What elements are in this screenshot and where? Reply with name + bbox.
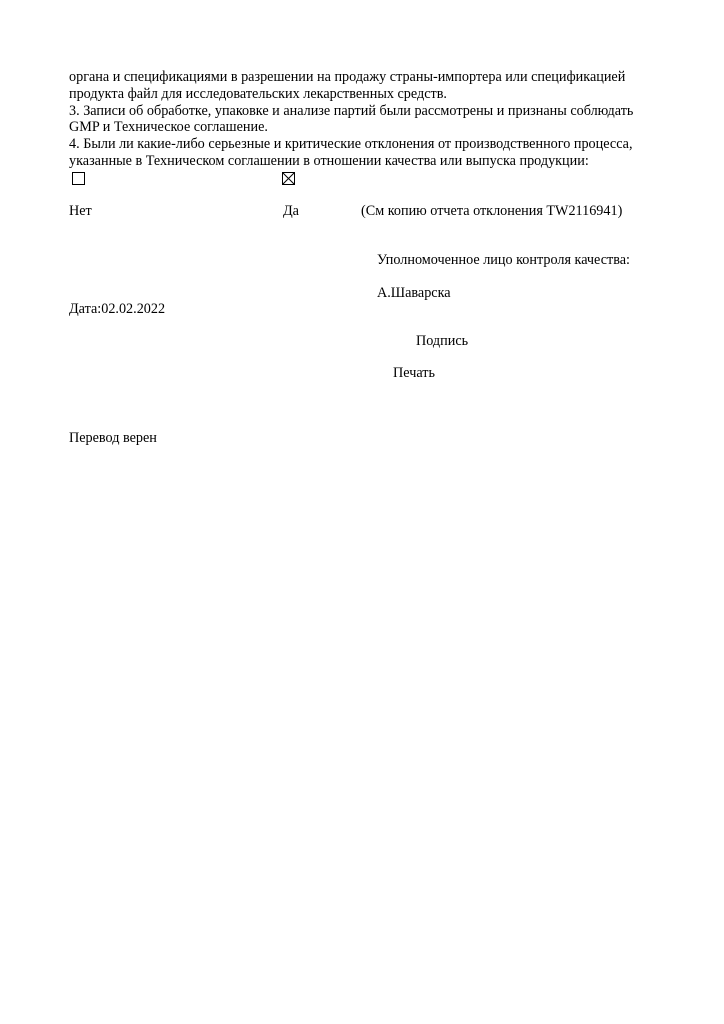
signature-label: Подпись [416, 333, 469, 349]
intro-line-2: продукта файл для исследовательских лекарственных средств. [69, 85, 447, 102]
item-4-paragraph [69, 136, 669, 169]
item-3-line-1: 3. Записи об обработке, упаковке и анализе партий были рассмотрены и признаны соблюдать [69, 102, 634, 119]
item-3-paragraph [69, 103, 669, 136]
intro-line-1: органа и спецификациями в разрешении на продажу страны-импортера или спецификацией [69, 69, 626, 85]
intro-paragraph [69, 69, 669, 102]
item-4-line-2: указанные в Техническом соглашении в отношении качества или выпуска продукции: [69, 152, 589, 169]
checked-cross-icon [283, 173, 294, 184]
item-4-line-1: 4. Были ли какие-либо серьезные и критические отклонения от производственного процесса, [69, 136, 633, 152]
qualified-person-title: Уполномоченное лицо контроля качества: [377, 252, 630, 268]
yes-checkbox[interactable] [282, 172, 295, 185]
item-3-line-2: GMP и Техническое соглашение. [69, 119, 268, 136]
qualified-person-name: А.Шаварска [377, 285, 451, 301]
document-date: Дата:02.02.2022 [69, 301, 166, 317]
translation-verified-note: Перевод верен [69, 430, 157, 446]
no-checkbox[interactable] [72, 172, 85, 185]
stamp-label: Печать [393, 365, 435, 381]
deviation-report-note: (См копию отчета отклонения TW2116941) [361, 203, 623, 219]
no-label: Нет [69, 203, 92, 219]
yes-label: Да [283, 203, 299, 219]
